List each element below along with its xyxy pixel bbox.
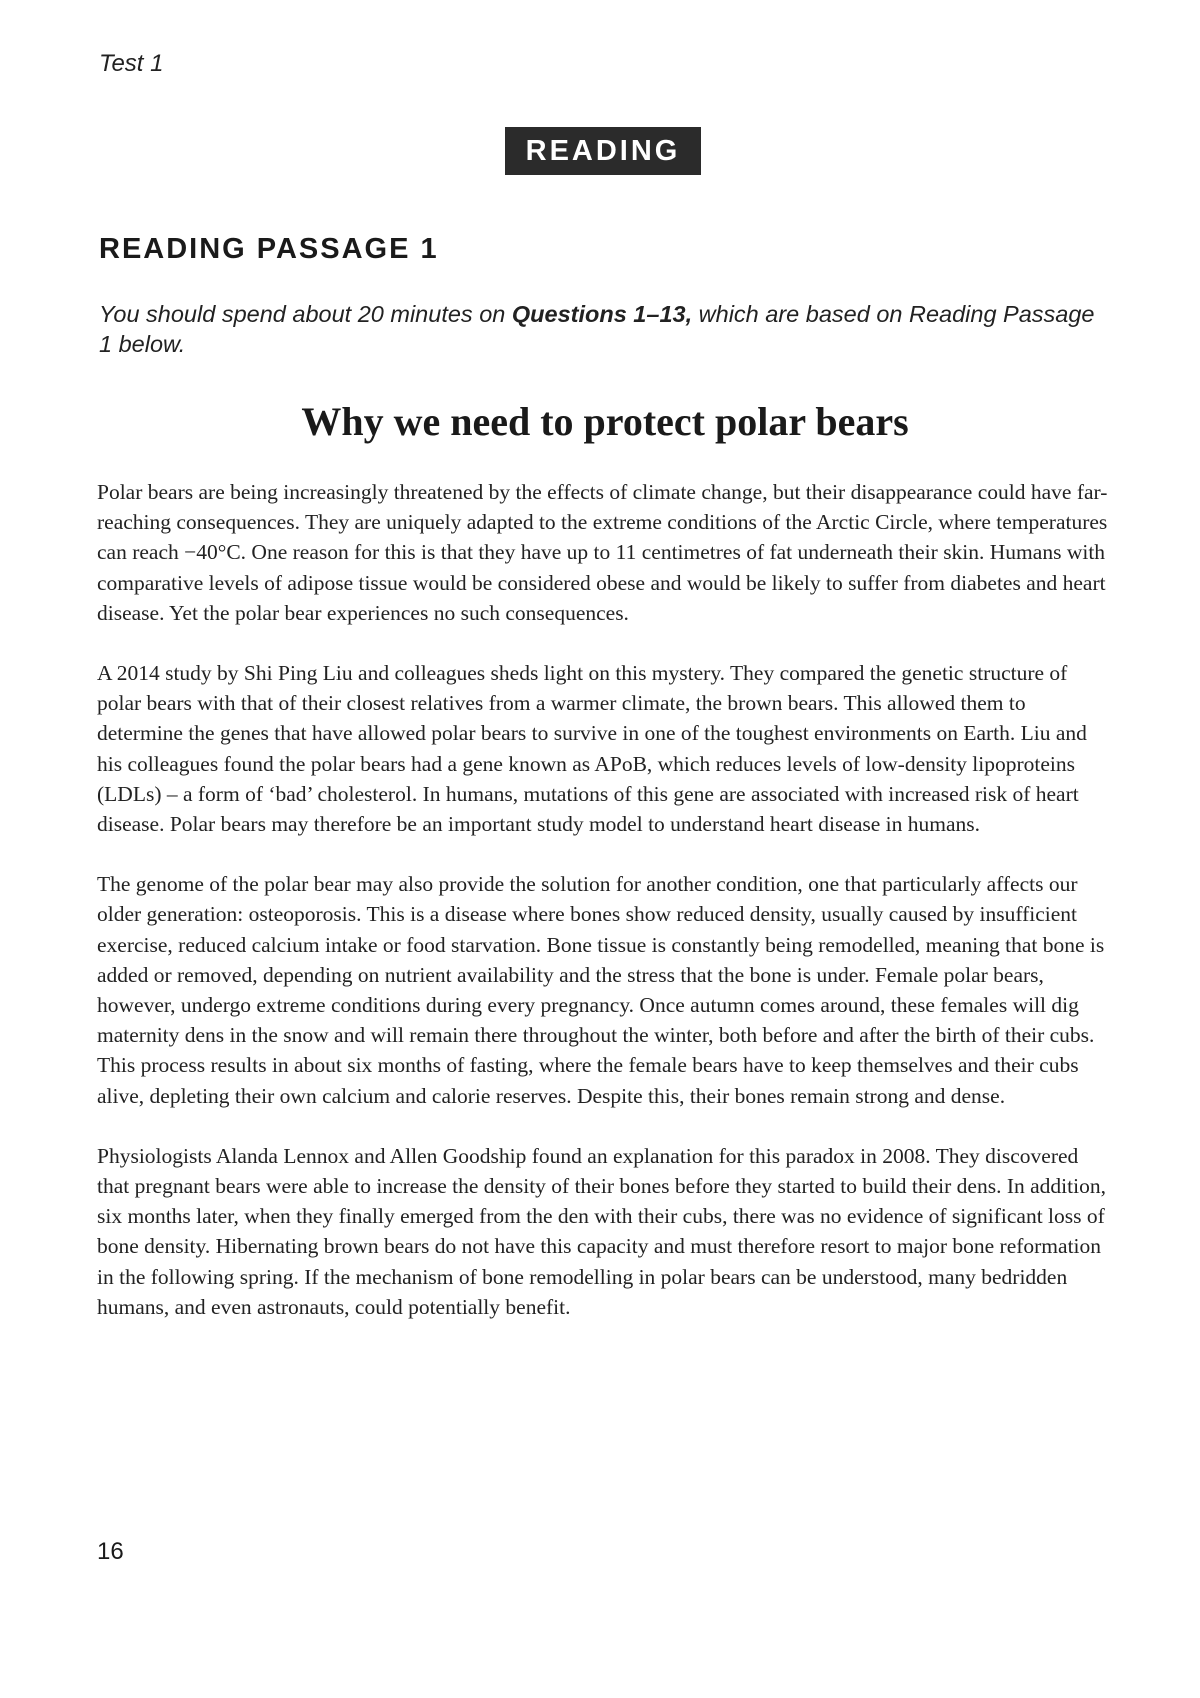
paragraph: The genome of the polar bear may also provide the solution for another condition, one that particularly affects our older generation: osteoporosis. This is a disease where bones show reduced density, usually caused by insufficient exercise, reduced calcium intake or food starvation. Bone tissue is constantly being remodelled, meaning that bone is added or removed, depending on nutrient availability and the stress that the bone is under. Female polar bears, however, undergo extreme conditions during every pregnancy. Once autumn comes around, these females will dig maternity dens in the snow and will remain there throughout the winter, both before and after the birth of their cubs. This process results in about six months of fasting, where the female bears have to keep themselves and their cubs alive, depleting their own calcium and calorie reserves. Despite this, their bones remain strong and dense. — [97, 872, 1105, 1108]
instructions-questions: Questions 1–13, — [511, 301, 693, 327]
section-banner: READING — [505, 127, 701, 175]
paragraph: Physiologists Alanda Lennox and Allen Goodship found an explanation for this paradox in 2008. They discovered that pregnant bears were able to increase the density of their bones before they started to build their dens. In addition, six months later, when they finally emerged from the den with their cubs, there was no evidence of significant loss of bone density. Hibernating brown bears do not have this capacity and must therefore resort to major bone reformation in the following spring. If the mechanism of bone remodelling in polar bears can be understood, many bedridden humans, and even astronauts, could potentially benefit. — [97, 1143, 1106, 1319]
paragraph: A 2014 study by Shi Ping Liu and colleagues sheds light on this mystery. They compared the genetic structure of polar bears with that of their closest relatives from a warmer climate, the brown bears. This allowed them to determine the genes that have allowed polar bears to survive in one of the toughest environments on Earth. Liu and his colleagues found the polar bears had a gene known as APoB, which reduces levels of low-density lipoproteins (LDLs) – a form of ‘bad’ cholesterol. In humans, mutations of this gene are associated with increased risk of heart disease. Polar bears may therefore be an important study model to understand heart disease in humans. — [97, 661, 1087, 837]
instructions — [99, 299, 1109, 359]
passage-heading: READING PASSAGE 1 — [99, 233, 439, 265]
passage-body — [97, 477, 1112, 1352]
instructions-suffix: which are based on Reading Passage 1 below. — [99, 301, 1095, 357]
page-number: 16 — [97, 1538, 124, 1565]
page-header-test-label: Test 1 — [99, 50, 164, 77]
instructions-prefix: You should spend about 20 minutes on — [99, 301, 512, 327]
article-title: Why we need to protect polar bears — [301, 399, 909, 444]
paragraph: Polar bears are being increasingly threatened by the effects of climate change, but their disappearance could have far-reaching consequences. They are uniquely adapted to the extreme conditions of the Arctic Circle, where temperatures can reach −40°C. One reason for this is that they have up to 11 centimetres of fat underneath their skin. Humans with comparative levels of adipose tissue would be considered obese and would be likely to suffer from diabetes and heart disease. Yet the polar bear experiences no such consequences. — [97, 480, 1108, 625]
